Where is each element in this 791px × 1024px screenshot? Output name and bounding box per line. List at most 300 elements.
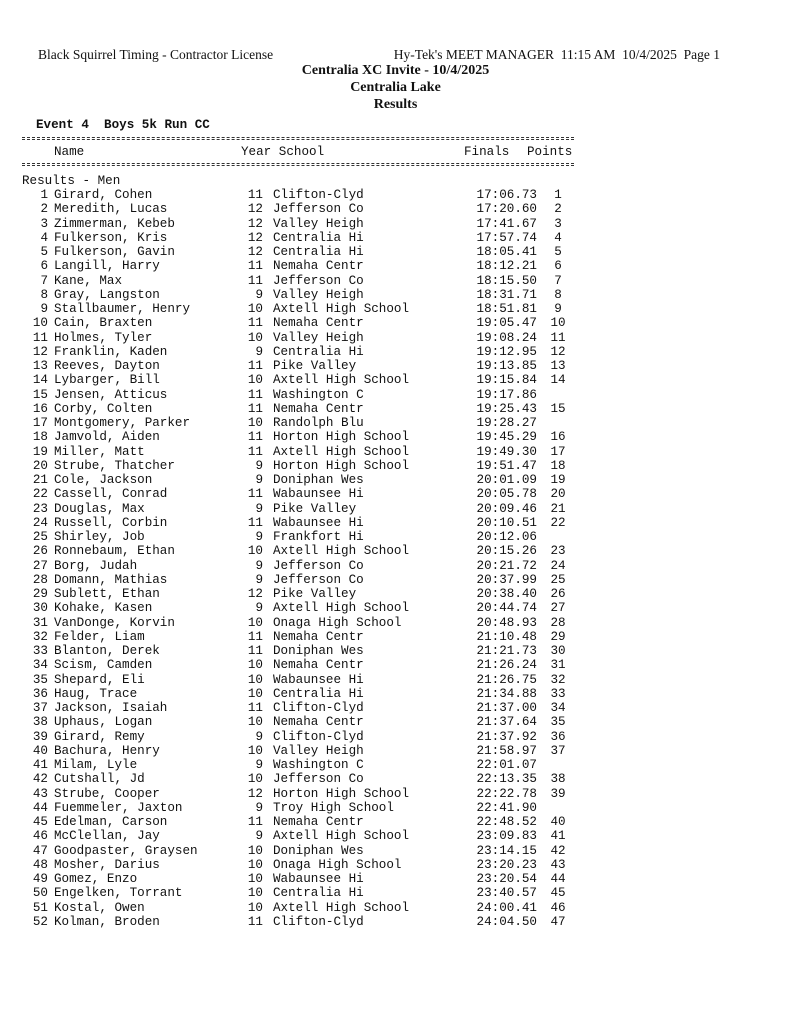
year-cell: 10 <box>247 843 263 858</box>
time-cell: 19:08.24 <box>476 330 537 345</box>
points-cell: 2 <box>554 202 562 217</box>
table-row <box>22 302 582 316</box>
time-cell: 23:20.23 <box>476 857 537 872</box>
table-row <box>22 345 582 359</box>
place-cell: 12 <box>32 344 48 359</box>
place-cell: 34 <box>32 658 48 673</box>
name-cell: Kane, Max <box>54 273 123 288</box>
name-cell: Milam, Lyle <box>54 758 138 772</box>
name-cell: Kostal, Owen <box>54 900 145 915</box>
table-row <box>22 829 582 843</box>
table-row <box>22 231 582 245</box>
time-cell: 18:05.41 <box>476 245 537 259</box>
school-cell: Jefferson Co <box>273 202 364 217</box>
time-cell: 21:26.24 <box>476 658 537 673</box>
place-cell: 17 <box>32 416 48 430</box>
table-row <box>22 673 582 687</box>
time-cell: 20:01.09 <box>476 473 537 487</box>
name-cell: Borg, Judah <box>54 558 138 573</box>
name-cell: Jackson, Isaiah <box>54 701 168 715</box>
place-cell: 15 <box>32 387 48 402</box>
points-cell: 6 <box>554 259 562 274</box>
points-cell: 23 <box>550 544 566 559</box>
time-cell: 22:41.90 <box>476 800 537 815</box>
table-row <box>22 758 582 772</box>
place-cell: 23 <box>32 501 48 516</box>
year-cell: 9 <box>255 729 263 744</box>
name-cell: Kolman, Broden <box>54 914 160 929</box>
name-cell: Fulkerson, Gavin <box>54 245 175 259</box>
table-row <box>22 359 582 373</box>
points-cell: 15 <box>550 401 566 416</box>
name-cell: Cole, Jackson <box>54 473 153 487</box>
name-cell: VanDonge, Korvin <box>54 615 175 630</box>
name-cell: Cain, Braxten <box>54 316 153 331</box>
place-cell: 13 <box>32 359 48 373</box>
year-cell: 10 <box>247 715 263 730</box>
name-cell: Reeves, Dayton <box>54 359 160 373</box>
time-cell: 20:12.06 <box>476 530 537 544</box>
time-cell: 21:58.97 <box>476 743 537 758</box>
place-cell: 43 <box>32 786 48 801</box>
year-cell: 11 <box>247 273 263 288</box>
place-cell: 52 <box>32 914 48 929</box>
time-cell: 18:51.81 <box>476 302 537 316</box>
year-cell: 9 <box>255 287 263 302</box>
time-cell: 19:15.84 <box>476 373 537 388</box>
place-cell: 24 <box>32 515 48 530</box>
school-cell: Nemaha Centr <box>273 715 364 730</box>
points-cell: 11 <box>550 330 566 345</box>
place-cell: 4 <box>40 230 48 245</box>
year-cell: 11 <box>247 444 263 459</box>
place-cell: 5 <box>40 245 48 259</box>
place-cell: 50 <box>32 886 48 901</box>
col-finals: Finals <box>464 145 510 159</box>
points-cell: 31 <box>550 658 566 673</box>
table-row <box>22 644 582 658</box>
points-cell: 47 <box>550 914 566 929</box>
time-cell: 21:21.73 <box>476 644 537 658</box>
year-cell: 11 <box>247 401 263 416</box>
points-cell: 26 <box>550 587 566 601</box>
school-cell: Wabaunsee Hi <box>273 515 364 530</box>
col-year-school: Year School <box>241 145 325 159</box>
col-points: Points <box>527 145 573 159</box>
school-cell: Centralia Hi <box>273 344 364 359</box>
school-cell: Axtell High School <box>273 302 410 316</box>
table-row <box>22 245 582 259</box>
year-cell: 12 <box>247 230 263 245</box>
table-row <box>22 872 582 886</box>
points-cell: 45 <box>550 886 566 901</box>
name-cell: Holmes, Tyler <box>54 330 153 345</box>
name-cell: Langill, Harry <box>54 259 160 274</box>
place-cell: 31 <box>32 615 48 630</box>
year-cell: 9 <box>255 473 263 487</box>
place-cell: 48 <box>32 857 48 872</box>
place-cell: 38 <box>32 715 48 730</box>
school-cell: Centralia Hi <box>273 686 364 701</box>
table-row <box>22 274 582 288</box>
header-rule-top <box>22 137 574 138</box>
points-cell: 1 <box>554 188 562 202</box>
year-cell: 11 <box>247 701 263 715</box>
place-cell: 1 <box>40 188 48 202</box>
place-cell: 19 <box>32 444 48 459</box>
table-row <box>22 616 582 630</box>
year-cell: 11 <box>247 815 263 829</box>
place-cell: 7 <box>40 273 48 288</box>
place-cell: 49 <box>32 872 48 886</box>
name-cell: Fulkerson, Kris <box>54 230 168 245</box>
school-cell: Nemaha Centr <box>273 316 364 331</box>
time-cell: 23:40.57 <box>476 886 537 901</box>
time-cell: 18:12.21 <box>476 259 537 274</box>
school-cell: Onaga High School <box>273 857 402 872</box>
points-cell: 13 <box>550 359 566 373</box>
year-cell: 11 <box>247 359 263 373</box>
time-cell: 20:48.93 <box>476 615 537 630</box>
name-cell: Corby, Colten <box>54 401 153 416</box>
time-cell: 17:57.74 <box>476 230 537 245</box>
time-cell: 23:09.83 <box>476 829 537 844</box>
points-cell: 43 <box>550 857 566 872</box>
year-cell: 9 <box>255 829 263 844</box>
table-row <box>22 772 582 786</box>
time-cell: 20:05.78 <box>476 487 537 502</box>
table-row <box>22 373 582 387</box>
time-cell: 19:51.47 <box>476 458 537 473</box>
place-cell: 46 <box>32 829 48 844</box>
time-cell: 19:13.85 <box>476 359 537 373</box>
time-cell: 22:48.52 <box>476 815 537 829</box>
time-cell: 20:10.51 <box>476 515 537 530</box>
school-cell: Valley Heigh <box>273 330 364 345</box>
place-cell: 20 <box>32 458 48 473</box>
year-cell: 10 <box>247 743 263 758</box>
points-cell: 28 <box>550 615 566 630</box>
points-cell: 16 <box>550 430 566 445</box>
name-cell: Gray, Langston <box>54 287 160 302</box>
school-cell: Horton High School <box>273 458 410 473</box>
school-cell: Horton High School <box>273 430 410 445</box>
place-cell: 47 <box>32 843 48 858</box>
points-cell: 4 <box>554 230 562 245</box>
year-cell: 11 <box>247 430 263 445</box>
time-cell: 19:49.30 <box>476 444 537 459</box>
name-cell: Franklin, Kaden <box>54 344 168 359</box>
year-cell: 9 <box>255 501 263 516</box>
name-cell: Haug, Trace <box>54 686 138 701</box>
points-cell: 40 <box>550 815 566 829</box>
time-cell: 19:25.43 <box>476 401 537 416</box>
points-cell: 24 <box>550 558 566 573</box>
table-row <box>22 559 582 573</box>
place-cell: 21 <box>32 473 48 487</box>
year-cell: 11 <box>247 629 263 644</box>
place-cell: 32 <box>32 629 48 644</box>
points-cell: 33 <box>550 686 566 701</box>
table-row <box>22 217 582 231</box>
name-cell: Felder, Liam <box>54 629 145 644</box>
place-cell: 11 <box>32 330 48 345</box>
table-row <box>22 416 582 430</box>
school-cell: Doniphan Wes <box>273 843 364 858</box>
place-cell: 36 <box>32 686 48 701</box>
points-cell: 14 <box>550 373 566 388</box>
place-cell: 39 <box>32 729 48 744</box>
time-cell: 17:20.60 <box>476 202 537 217</box>
place-cell: 25 <box>32 530 48 544</box>
year-cell: 9 <box>255 344 263 359</box>
time-cell: 19:45.29 <box>476 430 537 445</box>
header-rule-top-2 <box>22 139 574 140</box>
school-cell: Randolph Blu <box>273 416 364 430</box>
time-cell: 20:21.72 <box>476 558 537 573</box>
event-title: Event 4 Boys 5k Run CC <box>36 118 210 132</box>
table-row <box>22 844 582 858</box>
meet-venue: Centralia Lake <box>350 80 441 95</box>
year-cell: 10 <box>247 615 263 630</box>
name-cell: Shepard, Eli <box>54 672 145 687</box>
time-cell: 19:28.27 <box>476 416 537 430</box>
name-cell: Zimmerman, Kebeb <box>54 216 175 231</box>
table-row <box>22 715 582 729</box>
school-cell: Clifton-Clyd <box>273 914 364 929</box>
school-cell: Wabaunsee Hi <box>273 487 364 502</box>
points-cell: 19 <box>550 473 566 487</box>
year-cell: 10 <box>247 900 263 915</box>
year-cell: 10 <box>247 686 263 701</box>
year-cell: 12 <box>247 216 263 231</box>
results-subtitle: Results <box>373 97 418 112</box>
place-cell: 33 <box>32 644 48 658</box>
name-cell: Girard, Remy <box>54 729 145 744</box>
year-cell: 12 <box>247 786 263 801</box>
school-cell: Valley Heigh <box>273 743 364 758</box>
table-row <box>22 573 582 587</box>
table-row <box>22 658 582 672</box>
school-cell: Doniphan Wes <box>273 644 364 658</box>
name-cell: Domann, Mathias <box>54 572 168 587</box>
time-cell: 20:38.40 <box>476 587 537 601</box>
table-row <box>22 288 582 302</box>
points-cell: 21 <box>550 501 566 516</box>
column-header-row <box>22 145 582 161</box>
name-cell: Gomez, Enzo <box>54 872 138 886</box>
table-row <box>22 601 582 615</box>
school-cell: Nemaha Centr <box>273 401 364 416</box>
school-cell: Axtell High School <box>273 829 410 844</box>
points-cell: 22 <box>550 515 566 530</box>
name-cell: Douglas, Max <box>54 501 145 516</box>
name-cell: Shirley, Job <box>54 530 145 544</box>
year-cell: 11 <box>247 914 263 929</box>
school-cell: Centralia Hi <box>273 245 364 259</box>
year-cell: 9 <box>255 530 263 544</box>
name-cell: McClellan, Jay <box>54 829 160 844</box>
points-cell: 29 <box>550 629 566 644</box>
school-cell: Pike Valley <box>273 587 357 601</box>
time-cell: 20:37.99 <box>476 572 537 587</box>
year-cell: 12 <box>247 245 263 259</box>
name-cell: Lybarger, Bill <box>54 373 160 388</box>
points-cell: 35 <box>550 715 566 730</box>
year-cell: 12 <box>247 202 263 217</box>
school-cell: Clifton-Clyd <box>273 701 364 715</box>
table-row <box>22 259 582 273</box>
table-row <box>22 687 582 701</box>
time-cell: 21:34.88 <box>476 686 537 701</box>
year-cell: 10 <box>247 886 263 901</box>
time-cell: 22:01.07 <box>476 758 537 772</box>
year-cell: 10 <box>247 872 263 886</box>
place-cell: 37 <box>32 701 48 715</box>
table-row <box>22 630 582 644</box>
table-row <box>22 473 582 487</box>
year-cell: 11 <box>247 259 263 274</box>
time-cell: 22:22.78 <box>476 786 537 801</box>
name-cell: Cassell, Conrad <box>54 487 168 502</box>
year-cell: 10 <box>247 373 263 388</box>
table-row <box>22 886 582 900</box>
school-cell: Troy High School <box>273 800 394 815</box>
points-cell: 32 <box>550 672 566 687</box>
time-cell: 21:26.75 <box>476 672 537 687</box>
time-cell: 23:20.54 <box>476 872 537 886</box>
points-cell: 36 <box>550 729 566 744</box>
time-cell: 21:37.00 <box>476 701 537 715</box>
time-cell: 21:10.48 <box>476 629 537 644</box>
place-cell: 26 <box>32 544 48 559</box>
table-row <box>22 801 582 815</box>
name-cell: Jamvold, Aiden <box>54 430 160 445</box>
time-cell: 22:13.35 <box>476 772 537 787</box>
table-row <box>22 701 582 715</box>
place-cell: 3 <box>40 216 48 231</box>
school-cell: Pike Valley <box>273 359 357 373</box>
year-cell: 10 <box>247 416 263 430</box>
points-cell: 44 <box>550 872 566 886</box>
school-cell: Washington C <box>273 758 364 772</box>
place-cell: 22 <box>32 487 48 502</box>
points-cell: 39 <box>550 786 566 801</box>
table-row <box>22 502 582 516</box>
name-cell: Goodpaster, Graysen <box>54 843 198 858</box>
school-cell: Onaga High School <box>273 615 402 630</box>
points-cell: 38 <box>550 772 566 787</box>
name-cell: Girard, Cohen <box>54 188 153 202</box>
table-row <box>22 459 582 473</box>
year-cell: 12 <box>247 587 263 601</box>
points-cell: 17 <box>550 444 566 459</box>
place-cell: 35 <box>32 672 48 687</box>
year-cell: 9 <box>255 458 263 473</box>
place-cell: 30 <box>32 601 48 616</box>
table-row <box>22 587 582 601</box>
place-cell: 27 <box>32 558 48 573</box>
time-cell: 17:41.67 <box>476 216 537 231</box>
name-cell: Mosher, Darius <box>54 857 160 872</box>
place-cell: 6 <box>40 259 48 274</box>
name-cell: Kohake, Kasen <box>54 601 153 616</box>
place-cell: 42 <box>32 772 48 787</box>
school-cell: Nemaha Centr <box>273 815 364 829</box>
meet-title: Centralia XC Invite - 10/4/2025 <box>301 63 490 78</box>
school-cell: Axtell High School <box>273 900 410 915</box>
school-cell: Jefferson Co <box>273 772 364 787</box>
year-cell: 10 <box>247 544 263 559</box>
table-row <box>22 331 582 345</box>
school-cell: Pike Valley <box>273 501 357 516</box>
school-cell: Nemaha Centr <box>273 629 364 644</box>
time-cell: 19:05.47 <box>476 316 537 331</box>
points-cell: 27 <box>550 601 566 616</box>
time-cell: 21:37.92 <box>476 729 537 744</box>
time-cell: 19:17.86 <box>476 387 537 402</box>
table-row <box>22 815 582 829</box>
school-cell: Valley Heigh <box>273 287 364 302</box>
time-cell: 18:31.71 <box>476 287 537 302</box>
time-cell: 23:14.15 <box>476 843 537 858</box>
school-cell: Wabaunsee Hi <box>273 872 364 886</box>
name-cell: Montgomery, Parker <box>54 416 191 430</box>
time-cell: 20:09.46 <box>476 501 537 516</box>
year-cell: 11 <box>247 644 263 658</box>
school-cell: Axtell High School <box>273 444 410 459</box>
year-cell: 11 <box>247 487 263 502</box>
table-row <box>22 744 582 758</box>
table-row <box>22 915 582 929</box>
section-label: Results - Men <box>22 174 121 188</box>
year-cell: 11 <box>247 188 263 202</box>
school-cell: Jefferson Co <box>273 558 364 573</box>
time-cell: 20:15.26 <box>476 544 537 559</box>
school-cell: Axtell High School <box>273 544 410 559</box>
school-cell: Centralia Hi <box>273 230 364 245</box>
place-cell: 45 <box>32 815 48 829</box>
school-cell: Doniphan Wes <box>273 473 364 487</box>
year-cell: 9 <box>255 758 263 772</box>
school-cell: Clifton-Clyd <box>273 188 364 202</box>
school-cell: Horton High School <box>273 786 410 801</box>
points-cell: 9 <box>554 302 562 316</box>
name-cell: Jensen, Atticus <box>54 387 168 402</box>
place-cell: 29 <box>32 587 48 601</box>
software-header: Hy-Tek's MEET MANAGER 11:15 AM 10/4/2025 Page 1 <box>393 47 720 62</box>
name-cell: Scism, Camden <box>54 658 153 673</box>
year-cell: 9 <box>255 572 263 587</box>
time-cell: 20:44.74 <box>476 601 537 616</box>
points-cell: 34 <box>550 701 566 715</box>
school-cell: Wabaunsee Hi <box>273 672 364 687</box>
name-cell: Sublett, Ethan <box>54 587 160 601</box>
year-cell: 10 <box>247 672 263 687</box>
name-cell: Strube, Cooper <box>54 786 160 801</box>
name-cell: Miller, Matt <box>54 444 145 459</box>
points-cell: 20 <box>550 487 566 502</box>
table-row <box>22 402 582 416</box>
points-cell: 46 <box>550 900 566 915</box>
header-rule-bottom-2 <box>22 165 574 166</box>
table-row <box>22 858 582 872</box>
school-cell: Washington C <box>273 387 364 402</box>
table-row <box>22 430 582 444</box>
name-cell: Engelken, Torrant <box>54 886 183 901</box>
name-cell: Meredith, Lucas <box>54 202 168 217</box>
name-cell: Russell, Corbin <box>54 515 168 530</box>
